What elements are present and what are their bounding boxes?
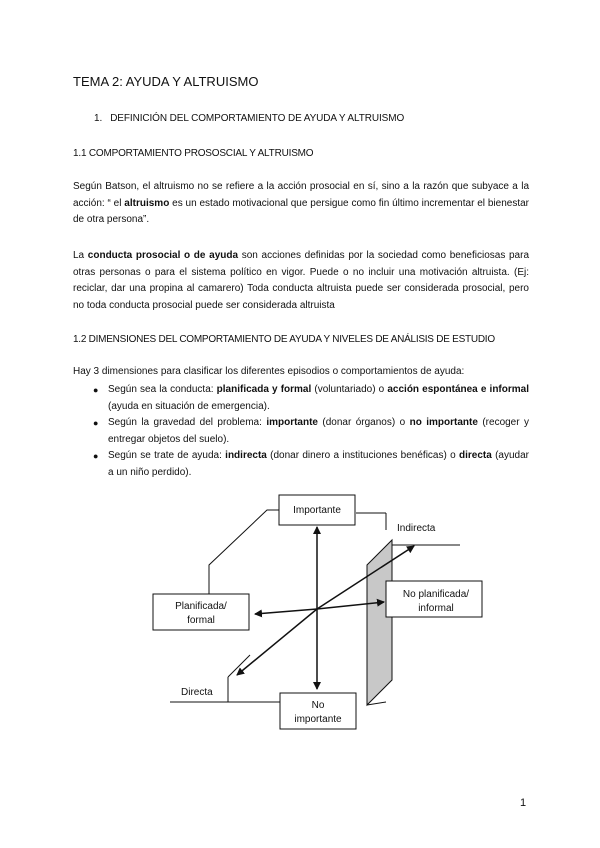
directa-label: Directa [181, 687, 213, 698]
dimensions-intro: Hay 3 dimensiones para clasificar los diferentes episodios o comportamientos de ayuda: [73, 366, 465, 377]
list-item: ● Según se trate de ayuda: indirecta (donar dinero a instituciones benéficas) o directa (ayudar a un niño perdido). [93, 448, 529, 481]
batson-text-a: Según Batson, el altruismo no se refiere a la acción prosocial en sí, sino a la razón que subyace a la acción: “ el [73, 181, 529, 209]
document-title: TEMA 2: AYUDA Y ALTRUISMO [73, 74, 259, 89]
no-importante-label-2: importante [294, 714, 342, 725]
section-1-number: 1. [94, 113, 103, 124]
no-planificada-label-2: informal [418, 603, 454, 614]
page-number: 1 [520, 797, 527, 809]
shaded-face [367, 540, 392, 705]
prosocial-text-a: La [73, 250, 88, 261]
no-importante-label-1: No [311, 700, 325, 711]
prosocial-term: conducta prosocial o de ayuda [87, 250, 239, 261]
planificada-label-2: formal [187, 615, 215, 626]
list-item: ● Según sea la conducta: planificada y formal (voluntariado) o acción espontánea e informal (ayuda en situación de emergencia). [93, 382, 529, 415]
section-1-1-heading: 1.1 COMPORTAMIENTO PROSOSCIAL Y ALTRUISMO [73, 148, 314, 159]
planificada-label-1: Planificada/ [175, 601, 227, 612]
batson-text-c: es un estado motivacional que persigue como fin último incrementar el bienestar de otra persona”. [73, 197, 529, 226]
altruismo-term: altruismo [124, 197, 170, 209]
section-1-2-heading: 1.2 DIMENSIONES DEL COMPORTAMIENTO DE AYUDA Y NIVELES DE ANÁLISIS DE ESTUDIO [73, 334, 495, 345]
list-item: ● Según la gravedad del problema: importante (donar órganos) o no importante (recoger y entregar objetos del suelo). [93, 415, 529, 448]
indirecta-label: Indirecta [397, 523, 436, 534]
importante-label: Importante [293, 505, 341, 516]
prosocial-text-c: son acciones definidas por la sociedad como beneficiosas para otras personas o para el sistema político en vigor. Puede o no incluir una motivación altruista. (Ej: reciclar, dar una propina al camarero) Toda conducta altruista puede ser considerada prosocial, pero no toda conducta prosocial puede ser considerada altruista [73, 250, 530, 311]
no-planificada-label-1: No planificada/ [402, 589, 470, 600]
section-1-title: DEFINICIÓN DEL COMPORTAMIENTO DE AYUDA Y ALTRUISMO [110, 113, 405, 124]
